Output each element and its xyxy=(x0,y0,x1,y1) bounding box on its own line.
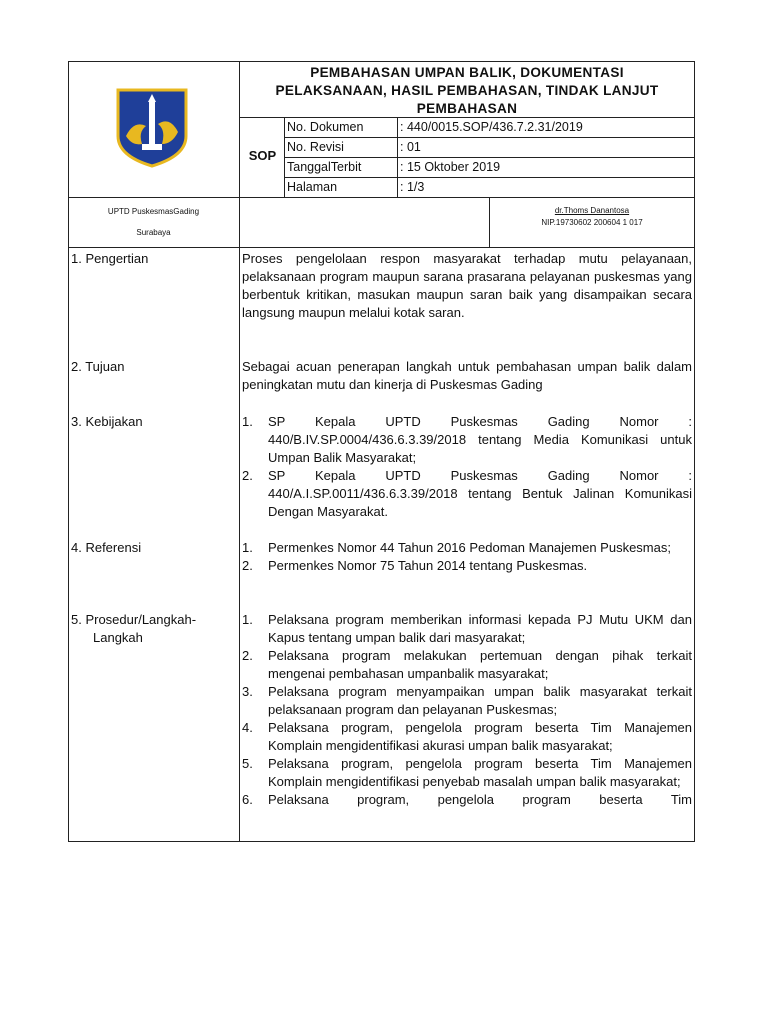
list-item xyxy=(242,683,692,719)
org-name: UPTD PuskesmasGading xyxy=(107,207,200,216)
document-title xyxy=(244,64,690,118)
meta-label-dokumen: No. Dokumen xyxy=(287,120,364,134)
list-item-number: 4. xyxy=(242,720,253,735)
section-5-list xyxy=(242,611,692,809)
meta-label-tanggal: TanggalTerbit xyxy=(287,160,362,174)
list-item-number: 1. xyxy=(242,540,253,555)
list-item-text: Pelaksana program memberikan informasi kepada PJ Mutu UKM dan Kapus tentang umpan balik dari masyarakat; xyxy=(268,612,692,645)
list-item xyxy=(242,467,692,521)
section-1-text: Proses pengelolaan respon masyarakat terhadap mutu pelayanaan, pelaksanaan program maupun sarana prasarana pelayanan puskesmas yang berbentuk kritikan, masukan maupun saran baik yang disampaikan secara langsung maupun melalui kotak saran. xyxy=(242,251,692,320)
list-item-text: Pelaksana program melakukan pertemuan dengan pihak terkait mengenai pembahasan umpanbalik masyarakat; xyxy=(268,648,692,681)
title-line-2: PELAKSANAAN, HASIL PEMBAHASAN, TINDAK LANJUT xyxy=(275,83,659,98)
list-item-number: 6. xyxy=(242,792,253,807)
list-item xyxy=(242,647,692,683)
list-item xyxy=(242,557,692,575)
list-item xyxy=(242,755,692,791)
section-2-label: 2. Tujuan xyxy=(71,359,125,374)
list-item-number: 1. xyxy=(242,414,253,429)
list-item xyxy=(242,719,692,755)
title-line-3: PEMBAHASAN xyxy=(416,101,518,116)
section-4-list xyxy=(242,539,692,575)
list-item-text: Permenkes Nomor 75 Tahun 2014 tentang Puskesmas. xyxy=(268,558,588,573)
list-item-text: Permenkes Nomor 44 Tahun 2016 Pedoman Manajemen Puskesmas; xyxy=(268,540,671,555)
list-item-number: 5. xyxy=(242,756,253,771)
section-5-label xyxy=(71,611,196,647)
meta-value-dokumen: : 440/0015.SOP/436.7.2.31/2019 xyxy=(400,120,583,134)
meta-value-revisi: : 01 xyxy=(400,140,421,154)
section-5-label-line-1: 5. Prosedur/Langkah- xyxy=(71,612,197,627)
list-item xyxy=(242,539,692,557)
title-line-1: PEMBAHASAN UMPAN BALIK, DOKUMENTASI xyxy=(310,65,624,80)
list-item-text: Pelaksana program, pengelola program beserta Tim Manajemen Komplain mengidentifikasi akurasi umpan balik masyarakat; xyxy=(268,720,692,753)
meta-label-halaman: Halaman xyxy=(287,180,338,194)
section-3-label: 3. Kebijakan xyxy=(71,414,143,429)
org-city: Surabaya xyxy=(136,228,171,237)
section-4-label: 4. Referensi xyxy=(71,540,142,555)
signer-nip: NIP.19730602 200604 1 017 xyxy=(541,218,643,227)
list-item xyxy=(242,791,692,809)
list-item-text: SP Kepala UPTD Puskesmas Gading Nomor : 440/B.IV.SP.0004/436.6.3.39/2018 tentang Media Komunikasi untuk Umpan Balik Masyarakat; xyxy=(268,414,692,465)
list-item-number: 2. xyxy=(242,648,253,663)
surabaya-emblem-logo xyxy=(112,86,192,168)
list-item-text: SP Kepala UPTD Puskesmas Gading Nomor : 440/A.I.SP.0011/436.6.3.39/2018 tentang Bentuk Jalinan Komunikasi Dengan Masyarakat. xyxy=(268,468,692,519)
list-item-text: Pelaksana program menyampaikan umpan balik masyarakat terkait pelaksanaan program dan pelayanan Puskesmas; xyxy=(268,684,692,717)
list-item xyxy=(242,413,692,467)
list-item-number: 3. xyxy=(242,684,253,699)
section-2-text: Sebagai acuan penerapan langkah untuk pembahasan umpan balik dalam peningkatan mutu dan kinerja di Puskesmas Gading xyxy=(242,359,692,392)
list-item-text: Pelaksana program, pengelola program beserta Tim xyxy=(268,792,692,807)
sop-label: SOP xyxy=(248,148,277,163)
section-1-label: 1. Pengertian xyxy=(71,251,149,266)
signer-name: dr.Thoms Danantosa xyxy=(554,206,630,215)
list-item-text: Pelaksana program, pengelola program beserta Tim Manajemen Komplain mengidentifikasi penyebab masalah umpan balik masyarakat; xyxy=(268,756,692,789)
section-3-list xyxy=(242,413,692,521)
list-item-number: 2. xyxy=(242,558,253,573)
meta-value-halaman: : 1/3 xyxy=(400,180,425,194)
list-item xyxy=(242,611,692,647)
meta-value-tanggal: : 15 Oktober 2019 xyxy=(400,160,501,174)
list-item-number: 2. xyxy=(242,468,253,483)
section-5-body xyxy=(242,611,692,840)
meta-label-revisi: No. Revisi xyxy=(287,140,344,154)
section-5-label-line-2: Langkah xyxy=(93,630,143,645)
list-item-number: 1. xyxy=(242,612,253,627)
